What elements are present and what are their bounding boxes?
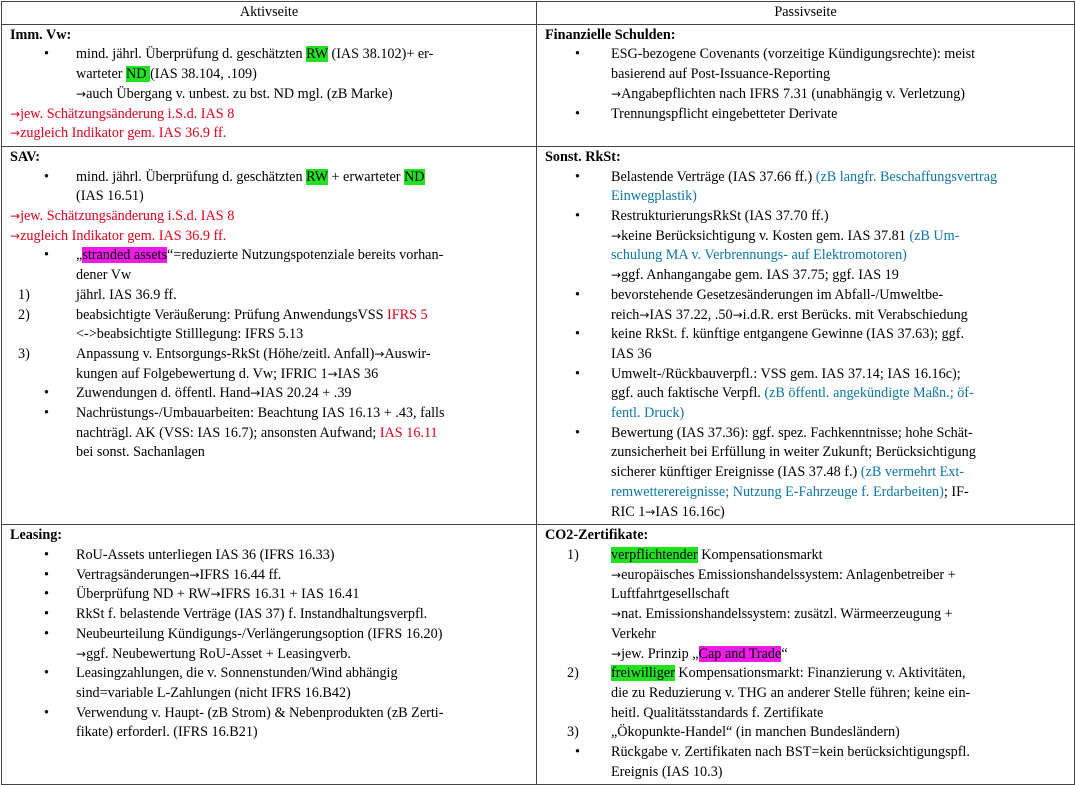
text: IFRS 16.31 + IAS 16.41	[220, 586, 360, 603]
text: Trennungspflicht eingebetteter Derivate	[611, 105, 838, 122]
text: reich	[611, 306, 640, 323]
red-text: IAS 16.11	[379, 424, 438, 441]
right-arrow-icon: →	[10, 106, 21, 121]
blue-text: (zB öffentl. angekündigte Maßn.; öf-	[764, 385, 974, 402]
list-item	[545, 286, 1067, 325]
text: sind=variable L-Zahlungen (nicht IFRS 16.B42)	[76, 684, 351, 701]
header-aktivseite: Aktivseite	[2, 2, 537, 25]
highlight-rw: RW	[306, 46, 328, 63]
text: IFRS 16.44 ff.	[199, 566, 282, 583]
row-1	[2, 24, 1075, 146]
list-item	[545, 207, 1067, 286]
blue-text: (zB vermehrt Ext-	[860, 464, 965, 481]
cell-sav	[2, 146, 537, 524]
right-arrow-icon: →	[189, 567, 200, 582]
text: basierend auf Post-Issuance-Reporting	[611, 66, 831, 83]
red-note	[10, 105, 529, 125]
text: europäisches Emissionshandelssystem: Anlagenbetreiber +	[621, 566, 956, 583]
header-row	[2, 2, 1075, 25]
text: jew. Schätzungsänderung i.S.d. IAS 8	[20, 208, 235, 225]
text: Angabepflichten nach IFRS 7.31 (unabhängig v. Verletzung)	[621, 85, 966, 102]
cell-imm-vw	[2, 24, 537, 146]
right-arrow-icon: →	[10, 126, 21, 141]
header-passivseite: Passivseite	[537, 2, 1075, 25]
text: ggf. auch faktische Verpfl.	[611, 385, 765, 402]
text: RkSt f. belastende Verträge (IAS 37) f. Instandhaltungsverpfl.	[76, 606, 428, 623]
section-title-finanzielle-schulden: Finanzielle Schulden:	[545, 26, 676, 43]
text: IAS 36	[611, 345, 652, 362]
text: keine Berücksichtigung v. Kosten gem. IAS 37.81	[621, 227, 910, 244]
text: kungen auf Folgebewertung d. Vw; IFRIC 1	[76, 365, 328, 382]
right-arrow-icon: →	[327, 366, 338, 381]
row-3	[2, 525, 1075, 785]
text: “=reduzierte Nutzungspotenziale bereits vorhan-	[167, 247, 444, 264]
list-item	[545, 424, 1067, 523]
numbered-item	[10, 286, 529, 306]
text: Kompensationsmarkt: Finanzierung v. Aktivitäten,	[674, 665, 966, 682]
red-note	[10, 124, 529, 144]
list-item	[10, 585, 529, 605]
text: Kompensationsmarkt	[697, 546, 823, 563]
highlight-verpflichtender: verpflichtender	[611, 546, 698, 563]
text: nat. Emissionshandelssystem: zusätzl. Wärmeerzeugung +	[621, 606, 953, 623]
text: Auswir-	[384, 345, 431, 362]
numbered-item	[545, 546, 1067, 664]
right-arrow-icon: →	[374, 346, 385, 361]
row-2	[2, 146, 1075, 524]
text: jew. Schätzungsänderung i.S.d. IAS 8	[20, 105, 235, 122]
blue-text: schulung MA v. Verbrennungs- auf Elektromotoren)	[611, 247, 907, 264]
text: Zuwendungen d. öffentl. Hand	[76, 385, 251, 402]
text: IAS 16.16c)	[655, 503, 725, 520]
blue-text: Einwegplastik)	[611, 188, 697, 205]
right-arrow-icon: →	[611, 228, 622, 243]
red-note	[10, 207, 529, 227]
text: Leasingzahlungen, die v. Sonnenstunden/Wind abhängig	[76, 665, 398, 682]
text: zunsicherheit bei Erfüllung in weiter Zukunft; Berücksichtigung	[611, 444, 976, 461]
text: nachträgl. AK (VSS: IAS 16.7); ansonsten Aufwand;	[76, 424, 380, 441]
text: auch Übergang v. unbest. zu bst. ND mgl. (zB Marke)	[86, 85, 393, 102]
list-item	[545, 105, 1067, 125]
text: Verwendung v. Haupt- (zB Strom) & Nebenprodukten (zB Zerti-	[76, 704, 444, 721]
blue-text: (zB Um-	[909, 227, 960, 244]
right-arrow-icon: →	[76, 646, 87, 661]
list-item	[10, 605, 529, 625]
text: <->beabsichtigte Stilllegung: IFRS 5.13	[76, 326, 304, 343]
text: Rückgabe v. Zertifikaten nach BST=kein berücksichtigungspfl.	[611, 744, 970, 761]
text: RoU-Assets unterliegen IAS 36 (IFRS 16.33)	[76, 546, 335, 563]
red-note	[10, 227, 529, 247]
highlight-nd: ND	[404, 168, 425, 185]
text: Bewertung (IAS 37.36): ggf. spez. Fachkenntnisse; hohe Schät-	[611, 424, 973, 441]
text: beabsichtigte Veräußerung: Prüfung AnwendungsVSS	[76, 306, 388, 323]
right-arrow-icon: →	[611, 268, 622, 283]
text: ; IF-	[943, 483, 969, 500]
text: (IAS 38.102)+ er-	[327, 46, 434, 63]
right-arrow-icon: →	[645, 504, 656, 519]
text: Anpassung v. Entsorgungs-RkSt (Höhe/zeitl. Anfall)	[76, 345, 375, 362]
numbered-item	[545, 723, 1067, 743]
text: Ereignis (IAS 10.3)	[611, 763, 723, 780]
list-item	[10, 168, 529, 207]
text: IAS 20.24 + .39	[260, 385, 352, 402]
list-item	[10, 384, 529, 404]
right-arrow-icon: →	[76, 86, 87, 101]
text: IAS 37.22, .50	[649, 306, 733, 323]
numbered-item	[10, 345, 529, 384]
highlight-stranded-assets: stranded assets	[82, 247, 168, 264]
highlight-cap-and-trade: Cap and Trade	[698, 645, 782, 662]
text: jährl. IAS 36.9 ff.	[76, 286, 177, 303]
right-arrow-icon: →	[210, 587, 221, 602]
text: i.d.R. erst Berücks. mit Verabschiedung	[742, 306, 968, 323]
text: die zu Reduzierung v. THG an anderer Stelle führen; keine ein-	[611, 684, 971, 701]
text: bei sonst. Sachanlagen	[76, 444, 205, 461]
right-arrow-icon: →	[611, 86, 622, 101]
list-item	[10, 664, 529, 703]
list-item	[545, 743, 1067, 782]
text: RestrukturierungsRkSt (IAS 37.70 ff.)	[611, 208, 829, 225]
ifrs-overview-table	[1, 1, 1075, 785]
right-arrow-icon: →	[611, 646, 622, 661]
right-arrow-icon: →	[250, 386, 261, 401]
text: mind. jährl. Überprüfung d. geschätzten	[76, 168, 307, 185]
section-title-leasing: Leasing:	[10, 527, 63, 544]
text: warteter	[76, 66, 127, 83]
text: Überprüfung ND + RW	[76, 586, 211, 603]
text: fikate) erforderl. (IFRS 16.B21)	[76, 724, 258, 741]
list-item	[10, 45, 529, 104]
text: (IAS 38.104, .109)	[150, 66, 257, 83]
blue-text: fentl. Druck)	[611, 405, 685, 422]
right-arrow-icon: →	[10, 228, 21, 243]
text: sicherer künftiger Ereignisse (IAS 37.48 f.)	[611, 464, 861, 481]
list-item	[545, 168, 1067, 207]
text: Neubeurteilung Kündigungs-/Verlängerungsoption (IFRS 16.20)	[76, 625, 443, 642]
right-arrow-icon: →	[10, 209, 21, 224]
list-item	[10, 246, 529, 285]
list-item	[10, 625, 529, 664]
list-item	[10, 566, 529, 586]
text: mind. jährl. Überprüfung d. geschätzten	[76, 46, 307, 63]
right-arrow-icon: →	[732, 307, 743, 322]
text: Belastende Verträge (IAS 37.66 ff.)	[611, 168, 816, 185]
text: Umwelt-/Rückbauverpfl.: VSS gem. IAS 37.14; IAS 16.16c);	[611, 365, 961, 382]
text: ESG-bezogene Covenants (vorzeitige Kündigungsrechte): meist	[611, 46, 976, 63]
text: IAS 36	[337, 365, 379, 382]
text: „	[76, 247, 83, 264]
right-arrow-icon: →	[611, 567, 622, 582]
right-arrow-icon: →	[639, 307, 650, 322]
text: “	[781, 645, 788, 662]
text: Nachrüstungs-/Umbauarbeiten: Beachtung IAS 16.13 + .43, falls	[76, 405, 445, 422]
text: Vertragsänderungen	[76, 566, 190, 583]
item-number: 3)	[18, 345, 30, 362]
section-title-co2-zertifikate: CO2-Zertifikate:	[545, 527, 649, 544]
item-number: 1)	[18, 286, 30, 303]
list-item	[545, 365, 1067, 424]
text: zugleich Indikator gem. IAS 36.9 ff.	[20, 227, 227, 244]
list-item	[545, 45, 1067, 104]
cell-sonst-rkst	[537, 146, 1075, 524]
text: keine RkSt. f. künftige entgangene Gewinne (IAS 37.63); ggf.	[611, 326, 965, 343]
text: ggf. Neubewertung RoU-Asset + Leasingverb.	[86, 645, 351, 662]
list-item	[545, 325, 1067, 364]
item-number: 2)	[567, 665, 579, 682]
list-item	[10, 704, 529, 743]
numbered-item	[10, 306, 529, 345]
section-title-sav: SAV:	[10, 148, 40, 165]
text: dener Vw	[76, 267, 132, 284]
cell-co2-zertifikate	[537, 525, 1075, 785]
text: jew. Prinzip „	[621, 645, 699, 662]
highlight-nd: ND	[126, 66, 151, 83]
section-title-sonst-rkst: Sonst. RkSt:	[545, 148, 621, 165]
item-number: 1)	[567, 546, 579, 563]
item-number: 2)	[18, 306, 30, 323]
section-title-imm-vw: Imm. Vw:	[10, 26, 72, 43]
blue-text: remwetterereignisse; Nutzung E-Fahrzeuge f. Erdarbeiten)	[611, 483, 944, 500]
text: RIC 1	[611, 503, 646, 520]
blue-text: (zB langfr. Beschaffungsvertrag	[815, 168, 998, 185]
item-number: 3)	[567, 724, 579, 741]
text: + erwarteter	[327, 168, 405, 185]
red-text: IFRS 5	[387, 306, 428, 323]
text: Verkehr	[611, 625, 656, 642]
list-item	[10, 546, 529, 566]
cell-leasing	[2, 525, 537, 785]
text: Luftfahrtgesellschaft	[611, 586, 730, 603]
numbered-item	[545, 664, 1067, 723]
cell-finanzielle-schulden	[537, 24, 1075, 146]
highlight-rw: RW	[306, 168, 328, 185]
text: bevorstehende Gesetzesänderungen im Abfall-/Umweltbe-	[611, 286, 944, 303]
text: „Ökopunkte-Handel“ (in manchen Bundesländern)	[611, 724, 900, 741]
text: heitl. Qualitätsstandards f. Zertifikate	[611, 704, 824, 721]
list-item	[10, 404, 529, 463]
highlight-freiwilliger: freiwilliger	[611, 665, 675, 682]
text: ggf. Anhangangabe gem. IAS 37.75; ggf. IAS 19	[621, 267, 899, 284]
text: (IAS 16.51)	[76, 188, 144, 205]
right-arrow-icon: →	[611, 607, 622, 622]
text: zugleich Indikator gem. IAS 36.9 ff.	[20, 125, 227, 142]
